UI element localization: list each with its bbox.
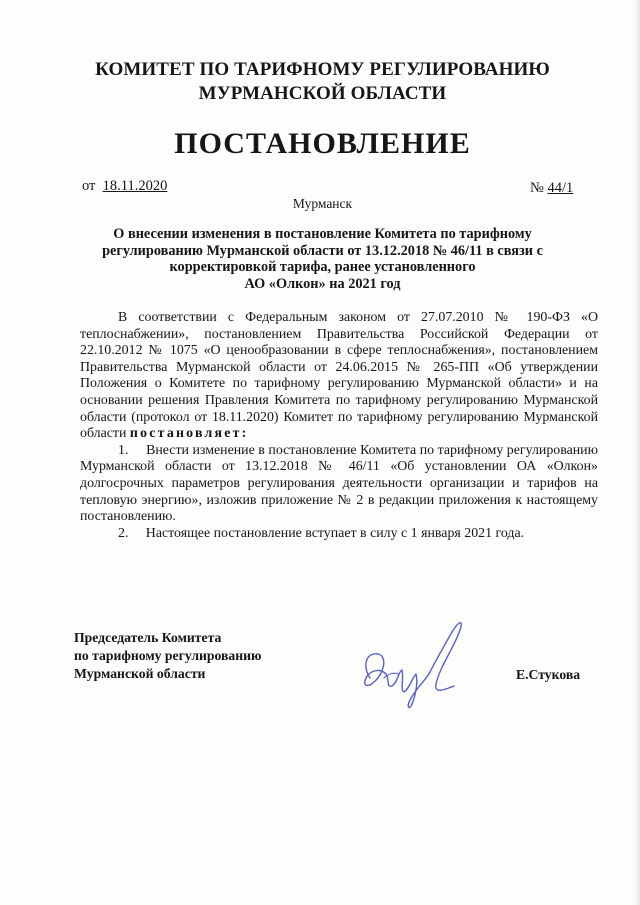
item-1-text: Внести изменение в постановление Комитета по тарифному регулированию Мурманской области от 13.12.2018 № 46/11 «Об установлении ОА «Олкон» долгосрочных параметров регулирования деятельности организации и тарифов на тепловую энергию», изложив приложение № 2 в редакции приложения к настоящему постановлению.	[80, 442, 598, 525]
scan-edge-shadow	[634, 0, 640, 905]
position-line-2: по тарифному регулированию	[74, 648, 262, 663]
signatory-name: Е.Стукова	[516, 667, 581, 682]
item-2-number: 2.	[118, 525, 129, 541]
preamble-paragraph	[80, 310, 598, 443]
subject-line-3: корректировкой тарифа, ранее установленного	[169, 259, 476, 275]
document-subject	[90, 226, 555, 292]
resolves-word: постановляет:	[129, 426, 249, 442]
subject-line-1: О внесении изменения в постановление Комитета по тарифному	[113, 226, 532, 242]
position-line-3: Мурманской области	[74, 666, 206, 681]
resolution-item-1	[80, 443, 598, 526]
item-2-text: Настоящее постановление вступает в силу с 1 января 2021 года.	[145, 525, 525, 541]
handwritten-signature	[340, 608, 480, 718]
position-line-1: Председатель Комитета	[74, 630, 222, 645]
organization-title	[40, 58, 605, 106]
item-1-number: 1.	[118, 442, 129, 458]
number-prefix: №	[530, 180, 544, 196]
subject-line-2: регулированию Мурманской области от 13.12.2018 № 46/11 в связи с	[102, 242, 543, 259]
date-prefix: от	[82, 178, 96, 194]
document-date	[82, 178, 167, 195]
document-number	[530, 180, 573, 197]
preamble-text: В соответствии с Федеральным законом от 27.07.2010 № 190-ФЗ «О теплоснабжении», постановлением Правительства Российской Федерации от 22.10.2012 № 1075 «О ценообразовании в сфере теплоснабжения», постановлением Правительства Мурманской области от 24.06.2015 № 265-ПП «Об утверждении Положения о Комитете по тарифному регулированию Мурманской области» и на основании решения Правления Комитета по тарифному регулированию Мурманской области (протокол от 18.11.2020) Комитет по тарифному регулированию Мурманской области	[80, 310, 598, 442]
subject-line-4: АО «Олкон» на 2021 год	[244, 275, 401, 292]
document-type-heading: ПОСТАНОВЛЕНИЕ	[174, 127, 471, 160]
org-title-line-2: МУРМАНСКОЙ ОБЛАСТИ	[198, 83, 447, 104]
document-body	[80, 310, 598, 542]
city-name: Мурманск	[292, 196, 353, 211]
signatory-position	[74, 629, 261, 683]
date-value: 18.11.2020	[102, 178, 168, 194]
number-value: 44/1	[547, 180, 574, 196]
resolution-item-2	[80, 526, 598, 543]
org-title-line-1: КОМИТЕТ ПО ТАРИФНОМУ РЕГУЛИРОВАНИЮ	[95, 59, 550, 80]
